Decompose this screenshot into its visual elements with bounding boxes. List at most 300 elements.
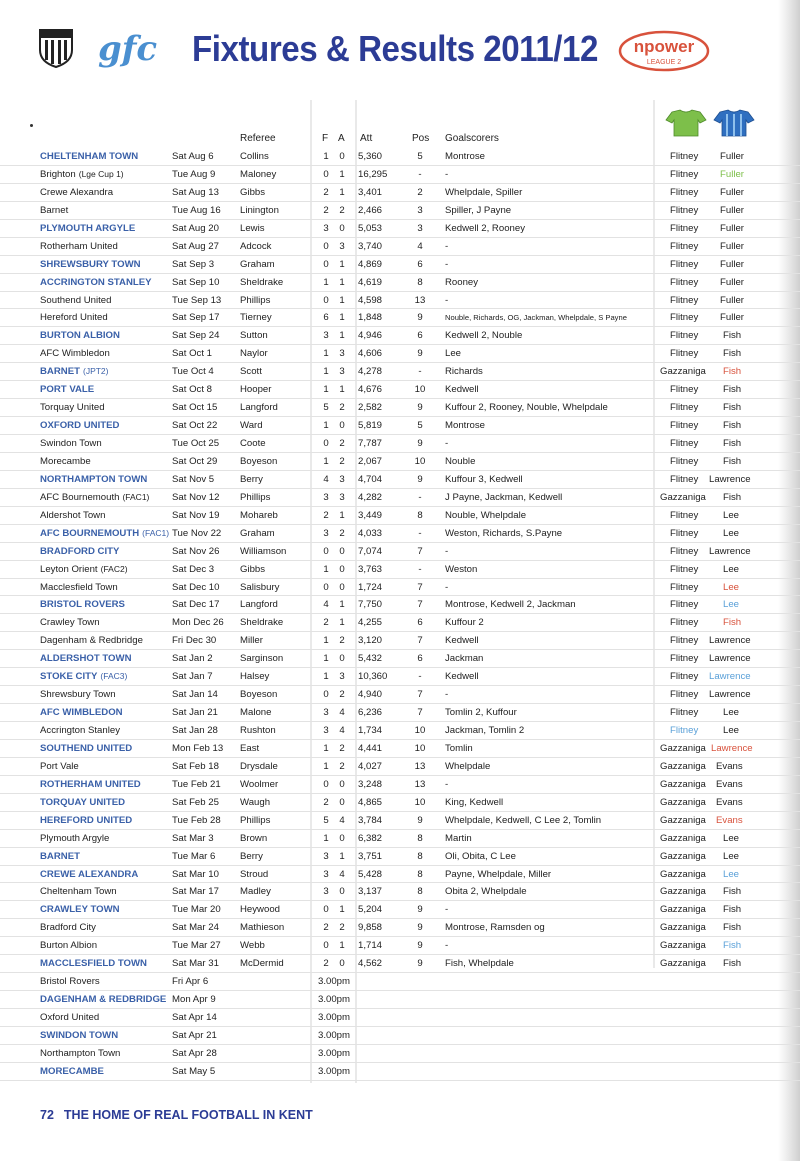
goalkeeper: Gazzaniga xyxy=(660,832,706,844)
goalscorers: - xyxy=(445,545,449,557)
goals-for: 3 xyxy=(323,222,329,234)
opponent-name: Leyton Orient xyxy=(40,563,98,575)
opponent-name: Hereford United xyxy=(40,312,108,324)
match-date: Tue Aug 9 xyxy=(172,168,216,180)
fixture-row xyxy=(0,489,800,507)
goals-against: 1 xyxy=(339,168,345,180)
goals-against: 0 xyxy=(339,832,345,844)
opponent xyxy=(40,922,96,933)
referee: Woolmer xyxy=(240,778,279,790)
goalscorers: Oli, Obita, C Lee xyxy=(445,850,516,862)
fixture-row xyxy=(0,256,800,274)
left-back: Fish xyxy=(723,366,742,378)
fixture-row xyxy=(0,274,800,292)
league-position: 7 xyxy=(417,689,423,701)
goals-for: 0 xyxy=(323,581,329,593)
fixture-row xyxy=(0,937,800,955)
goalkeeper: Flitney xyxy=(670,204,699,216)
header-for: F xyxy=(322,133,329,144)
league-position: 7 xyxy=(417,581,423,593)
opponent-name: Crawley Town xyxy=(40,617,100,629)
match-date: Sat Oct 15 xyxy=(172,402,218,414)
left-back: Fish xyxy=(723,420,742,432)
referee: Boyeson xyxy=(240,455,278,467)
match-date: Sat Feb 18 xyxy=(172,760,219,772)
referee: Langford xyxy=(240,402,278,414)
attendance: 5,432 xyxy=(358,653,383,665)
fixture-row xyxy=(0,883,800,901)
league-position: 9 xyxy=(417,402,423,414)
opponent xyxy=(40,994,166,1005)
league-position: 13 xyxy=(414,760,426,772)
match-date: Sat Dec 3 xyxy=(172,563,215,575)
footer-tagline: THE HOME OF REAL FOOTBALL IN KENT xyxy=(63,1108,313,1122)
kickoff-time: 3.00pm xyxy=(318,1012,350,1023)
opponent xyxy=(40,528,169,539)
opponent xyxy=(40,169,124,180)
match-date: Tue Sep 13 xyxy=(172,294,222,306)
goalscorers: Nouble xyxy=(445,455,476,467)
goalkeeper: Flitney xyxy=(670,438,699,449)
left-back: Fuller xyxy=(720,151,744,162)
kickoff-time: 3.00pm xyxy=(318,994,350,1006)
opponent xyxy=(40,635,143,646)
goals-for: 1 xyxy=(323,366,329,378)
league-position: 7 xyxy=(417,545,423,557)
opponent xyxy=(40,725,120,736)
match-date: Sat Nov 19 xyxy=(172,509,220,521)
goals-for: 1 xyxy=(323,348,329,360)
opponent xyxy=(40,1048,120,1059)
goals-against: 2 xyxy=(339,455,345,467)
goals-for: 2 xyxy=(323,958,329,970)
referee: Scott xyxy=(240,366,262,378)
goalscorers: Tomlin xyxy=(445,742,473,754)
left-back: Lee xyxy=(723,725,740,736)
attendance: 1,714 xyxy=(358,940,383,952)
opponent-name: HEREFORD UNITED xyxy=(40,814,133,826)
attendance: 5,428 xyxy=(358,868,383,880)
page-footer xyxy=(40,1108,313,1122)
left-back: Lee xyxy=(723,527,740,539)
match-date: Sat Nov 26 xyxy=(172,545,220,557)
goals-for: 2 xyxy=(323,186,329,198)
referee: Salisbury xyxy=(240,581,280,593)
match-date: Sat Aug 20 xyxy=(172,222,219,234)
referee: Miller xyxy=(240,635,263,647)
goals-against: 1 xyxy=(339,617,345,629)
opponent xyxy=(40,904,120,915)
left-back: Lawrence xyxy=(709,635,751,647)
opponent-name: PLYMOUTH ARGYLE xyxy=(40,222,136,234)
league-position: 10 xyxy=(414,384,426,396)
opponent-name: DAGENHAM & REDBRIDGE xyxy=(40,994,167,1006)
league-position: - xyxy=(418,168,422,180)
competition-tag: (FAC1) xyxy=(142,527,170,538)
opponent xyxy=(40,958,147,969)
goalscorers: - xyxy=(445,581,449,593)
fixture-row xyxy=(0,148,800,166)
goalscorers: - xyxy=(445,168,449,180)
match-date: Sat Apr 28 xyxy=(172,1047,217,1059)
fixture-row xyxy=(0,292,800,310)
match-date: Sat Oct 8 xyxy=(172,384,212,396)
goalkeeper: Flitney xyxy=(670,527,699,539)
left-back: Fish xyxy=(723,886,742,898)
referee: Halsey xyxy=(240,671,270,683)
goalscorers: Rooney xyxy=(445,276,479,288)
match-date: Sat Aug 6 xyxy=(172,151,214,162)
goals-against: 2 xyxy=(339,689,345,701)
match-date: Fri Dec 30 xyxy=(172,635,217,647)
league-position: 4 xyxy=(417,240,423,252)
opponent-name: PORT VALE xyxy=(40,384,95,396)
opponent xyxy=(40,277,152,288)
match-date: Fri Apr 6 xyxy=(172,976,209,988)
goalscorers: King, Kedwell xyxy=(445,796,504,808)
attendance: 3,120 xyxy=(358,635,383,647)
fixture-row xyxy=(0,166,800,184)
attendance: 4,619 xyxy=(358,276,383,288)
attendance: 1,848 xyxy=(358,312,383,324)
referee: Mohareb xyxy=(240,509,278,521)
referee: Berry xyxy=(240,473,263,485)
goals-for: 3 xyxy=(323,491,329,503)
goals-against: 3 xyxy=(339,491,345,503)
goals-for: 0 xyxy=(323,904,329,916)
referee: Adcock xyxy=(240,240,272,252)
league-position: 9 xyxy=(417,940,423,952)
fixture-row xyxy=(0,309,800,327)
goalkeeper: Flitney xyxy=(670,276,699,288)
league-position: - xyxy=(418,527,422,539)
goals-against: 1 xyxy=(339,904,345,916)
goals-for: 3 xyxy=(323,527,329,539)
goalkeeper: Gazzaniga xyxy=(660,760,706,772)
goalkeeper: Gazzaniga xyxy=(660,366,706,378)
match-date: Sat Mar 10 xyxy=(172,868,219,880)
goals-for: 4 xyxy=(323,473,329,485)
page-number: 72 xyxy=(40,1108,54,1122)
fixture-row xyxy=(0,740,800,758)
left-back: Lawrence xyxy=(711,742,753,754)
goalkeeper: Flitney xyxy=(670,599,699,611)
league-position: - xyxy=(418,366,422,378)
goals-against: 4 xyxy=(339,725,345,736)
attendance: 3,740 xyxy=(358,240,383,252)
opponent xyxy=(40,976,100,987)
attendance: 4,255 xyxy=(358,617,383,629)
header-attendance: Att xyxy=(360,133,373,144)
goals-against: 4 xyxy=(339,707,345,719)
left-back: Lawrence xyxy=(709,689,751,701)
opponent-name: AFC Bournemouth xyxy=(40,491,120,503)
attendance: 7,787 xyxy=(358,438,383,449)
opponent-name: Macclesfield Town xyxy=(40,581,118,593)
match-date: Sat Dec 10 xyxy=(172,581,220,593)
left-back: Evans xyxy=(716,778,743,790)
competition-tag: (FAC3) xyxy=(100,671,128,682)
left-back: Fuller xyxy=(720,168,744,180)
opponent-name: Rotherham United xyxy=(40,240,118,252)
goals-against: 2 xyxy=(339,438,345,449)
goals-for: 3 xyxy=(323,886,329,898)
referee: Rushton xyxy=(240,725,276,736)
opponent-name: MACCLESFIELD TOWN xyxy=(40,958,147,970)
header-position: Pos xyxy=(412,133,430,144)
opponent xyxy=(40,187,113,198)
fixture-row xyxy=(0,579,800,597)
opponent-name: MORECAMBE xyxy=(40,1065,104,1077)
attendance: 5,360 xyxy=(358,151,383,162)
npower-league-badge-icon xyxy=(618,30,710,72)
goals-against: 1 xyxy=(339,599,345,611)
goalkeeper: Flitney xyxy=(670,186,699,198)
referee: Langford xyxy=(240,599,278,611)
league-position: 8 xyxy=(417,276,423,288)
opponent xyxy=(40,402,105,413)
fixture-row xyxy=(0,184,800,202)
column-headers xyxy=(0,130,800,148)
match-date: Sat Mar 31 xyxy=(172,958,219,970)
opponent-name: Port Vale xyxy=(40,760,79,772)
referee: Mathieson xyxy=(240,922,285,934)
fixture-row xyxy=(0,1009,800,1027)
match-date: Tue Feb 28 xyxy=(172,814,221,826)
kickoff-time: 3.00pm xyxy=(318,1029,350,1041)
attendance: 10,360 xyxy=(358,671,388,683)
league-position: 10 xyxy=(414,725,426,736)
fixture-row xyxy=(0,632,800,650)
page-title: Fixtures & Results 2011/12 xyxy=(192,28,598,69)
goals-for: 0 xyxy=(323,168,329,180)
goalkeeper: Flitney xyxy=(670,258,699,270)
referee: Malone xyxy=(240,707,272,719)
referee: Stroud xyxy=(240,868,269,880)
goalkeeper: Gazzaniga xyxy=(660,940,706,952)
match-date: Tue Mar 6 xyxy=(172,850,216,862)
referee: Graham xyxy=(240,258,275,270)
svg-text:LEAGUE 2: LEAGUE 2 xyxy=(646,59,682,66)
match-date: Sat Aug 27 xyxy=(172,240,219,252)
goalscorers: J Payne, Jackman, Kedwell xyxy=(445,491,563,503)
goalscorers: - xyxy=(445,904,449,916)
goals-against: 2 xyxy=(339,635,345,647)
opponent xyxy=(40,241,118,252)
goalscorers: Montrose xyxy=(445,151,485,162)
left-back: Fish xyxy=(723,330,742,342)
competition-tag: (Lge Cup 1) xyxy=(78,168,124,179)
goals-against: 1 xyxy=(339,940,345,952)
league-position: 3 xyxy=(417,204,423,216)
goals-against: 2 xyxy=(339,204,345,216)
referee: Phillips xyxy=(240,491,271,503)
league-position: 7 xyxy=(417,635,423,647)
goals-against: 2 xyxy=(339,922,345,934)
fixture-row xyxy=(0,381,800,399)
attendance: 3,401 xyxy=(358,186,383,198)
goals-against: 3 xyxy=(339,240,345,252)
opponent-name: Burton Albion xyxy=(40,940,98,952)
goals-against: 0 xyxy=(339,545,345,557)
goalscorers: Weston, Richards, S.Payne xyxy=(445,527,563,539)
opponent-name: TORQUAY UNITED xyxy=(40,796,126,808)
league-position: 9 xyxy=(417,473,423,485)
attendance: 1,724 xyxy=(358,581,383,593)
match-date: Sat Jan 21 xyxy=(172,707,218,719)
competition-tag: (JPT2) xyxy=(82,366,109,377)
opponent-name: Brighton xyxy=(40,168,76,180)
goalkeeper: Gazzaniga xyxy=(660,778,706,790)
left-back: Fuller xyxy=(720,204,744,216)
opponent-name: BRISTOL ROVERS xyxy=(40,599,125,611)
goalkeeper: Flitney xyxy=(670,384,699,396)
goalscorers: Whelpdale, Spiller xyxy=(445,186,523,198)
left-back: Lawrence xyxy=(709,671,751,683)
goalscorers: - xyxy=(445,689,449,701)
left-back: Lee xyxy=(723,509,740,521)
left-back: Fuller xyxy=(720,258,744,270)
goals-against: 1 xyxy=(339,509,345,521)
goalscorers: Richards xyxy=(445,366,483,378)
opponent-name: Bradford City xyxy=(40,922,96,934)
goals-for: 2 xyxy=(323,796,329,808)
match-date: Mon Feb 13 xyxy=(172,742,224,754)
left-back: Fish xyxy=(723,617,742,629)
referee: Heywood xyxy=(240,904,280,916)
opponent-name: Bristol Rovers xyxy=(40,976,100,988)
opponent-name: CRAWLEY TOWN xyxy=(40,904,120,916)
goalkeeper: Flitney xyxy=(670,545,699,557)
attendance: 3,751 xyxy=(358,850,383,862)
opponent xyxy=(40,743,132,754)
fixture-row xyxy=(0,399,800,417)
goals-for: 0 xyxy=(323,778,329,790)
match-date: Sat Jan 28 xyxy=(172,725,218,736)
goalkeeper: Gazzaniga xyxy=(660,886,706,898)
attendance: 16,295 xyxy=(358,168,388,180)
goalscorers: Whelpdale, Kedwell, C Lee 2, Tomlin xyxy=(445,814,602,826)
opponent xyxy=(40,653,132,664)
goals-against: 0 xyxy=(339,653,345,665)
goals-against: 0 xyxy=(339,563,345,575)
header-goalscorers: Goalscorers xyxy=(445,133,499,144)
league-position: 6 xyxy=(417,653,423,665)
goals-against: 3 xyxy=(339,473,345,485)
opponent xyxy=(40,456,91,467)
goals-for: 1 xyxy=(323,671,329,683)
fixture-row xyxy=(0,238,800,256)
fixture-row xyxy=(0,973,800,991)
opponent xyxy=(40,295,111,306)
goalkeeper: Flitney xyxy=(670,581,699,593)
goalkeeper: Flitney xyxy=(670,653,699,665)
match-date: Tue Oct 25 xyxy=(172,438,220,449)
opponent-name: Shrewsbury Town xyxy=(40,689,116,701)
fixtures-table xyxy=(0,148,800,1081)
attendance: 4,598 xyxy=(358,294,383,306)
league-position: 9 xyxy=(417,958,423,970)
fixture-row xyxy=(0,507,800,525)
opponent xyxy=(40,366,108,377)
goalscorers: Whelpdale xyxy=(445,760,491,772)
fixture-row xyxy=(0,327,800,345)
goalkeeper: Flitney xyxy=(670,617,699,629)
league-position: 5 xyxy=(417,420,423,432)
match-date: Sat Nov 5 xyxy=(172,473,215,485)
kickoff-time: 3.00pm xyxy=(318,976,350,988)
opponent-name: Plymouth Argyle xyxy=(40,832,110,844)
match-date: Sat Mar 17 xyxy=(172,886,219,898)
goalkeeper: Gazzaniga xyxy=(660,814,706,826)
goals-for: 1 xyxy=(323,760,329,772)
goals-against: 0 xyxy=(339,151,345,162)
goals-against: 3 xyxy=(339,366,345,378)
league-position: 8 xyxy=(417,509,423,521)
goalkeeper: Flitney xyxy=(670,689,699,701)
goalkeeper: Flitney xyxy=(670,330,699,342)
fixture-row xyxy=(0,543,800,561)
left-back: Lee xyxy=(723,850,740,862)
referee: Coote xyxy=(240,438,266,449)
left-back: Lee xyxy=(723,832,740,844)
goalkeeper: Flitney xyxy=(670,312,699,324)
attendance: 4,027 xyxy=(358,760,383,772)
goals-for: 2 xyxy=(323,204,329,216)
referee: Maloney xyxy=(240,168,277,180)
left-back: Fuller xyxy=(720,222,744,234)
fixture-row xyxy=(0,866,800,884)
referee: Gibbs xyxy=(240,186,266,198)
fixture-row xyxy=(0,668,800,686)
fixture-row xyxy=(0,435,800,453)
goals-for: 1 xyxy=(323,563,329,575)
opponent-name: OXFORD UNITED xyxy=(40,420,120,432)
opponent-name: ALDERSHOT TOWN xyxy=(40,653,132,665)
goals-for: 1 xyxy=(323,635,329,647)
opponent xyxy=(40,223,135,234)
goalscorers: Payne, Whelpdale, Miller xyxy=(445,868,552,880)
goals-for: 1 xyxy=(323,384,329,396)
goals-against: 0 xyxy=(339,420,345,432)
fixture-row xyxy=(0,830,800,848)
referee: Linington xyxy=(240,204,279,216)
goals-for: 1 xyxy=(323,742,329,754)
league-position: 13 xyxy=(414,778,426,790)
competition-tag: (FAC1) xyxy=(122,491,150,502)
goals-against: 2 xyxy=(339,760,345,772)
attendance: 7,750 xyxy=(358,599,383,611)
goals-for: 0 xyxy=(323,940,329,952)
opponent-name: Northampton Town xyxy=(40,1047,121,1059)
goals-against: 1 xyxy=(339,276,345,288)
opponent xyxy=(40,779,141,790)
opponent xyxy=(40,582,118,593)
fixture-row xyxy=(0,417,800,435)
goals-against: 0 xyxy=(339,796,345,808)
league-position: 8 xyxy=(417,868,423,880)
match-date: Sat Jan 2 xyxy=(172,653,213,665)
referee: Lewis xyxy=(240,222,265,234)
opponent-name: SOUTHEND UNITED xyxy=(40,742,133,754)
league-position: 9 xyxy=(417,814,423,826)
left-back: Lee xyxy=(723,707,740,719)
league-position: 10 xyxy=(414,742,426,754)
goalkeeper: Flitney xyxy=(670,455,699,467)
fixture-row xyxy=(0,758,800,776)
league-position: 6 xyxy=(417,617,423,629)
opponent xyxy=(40,833,109,844)
